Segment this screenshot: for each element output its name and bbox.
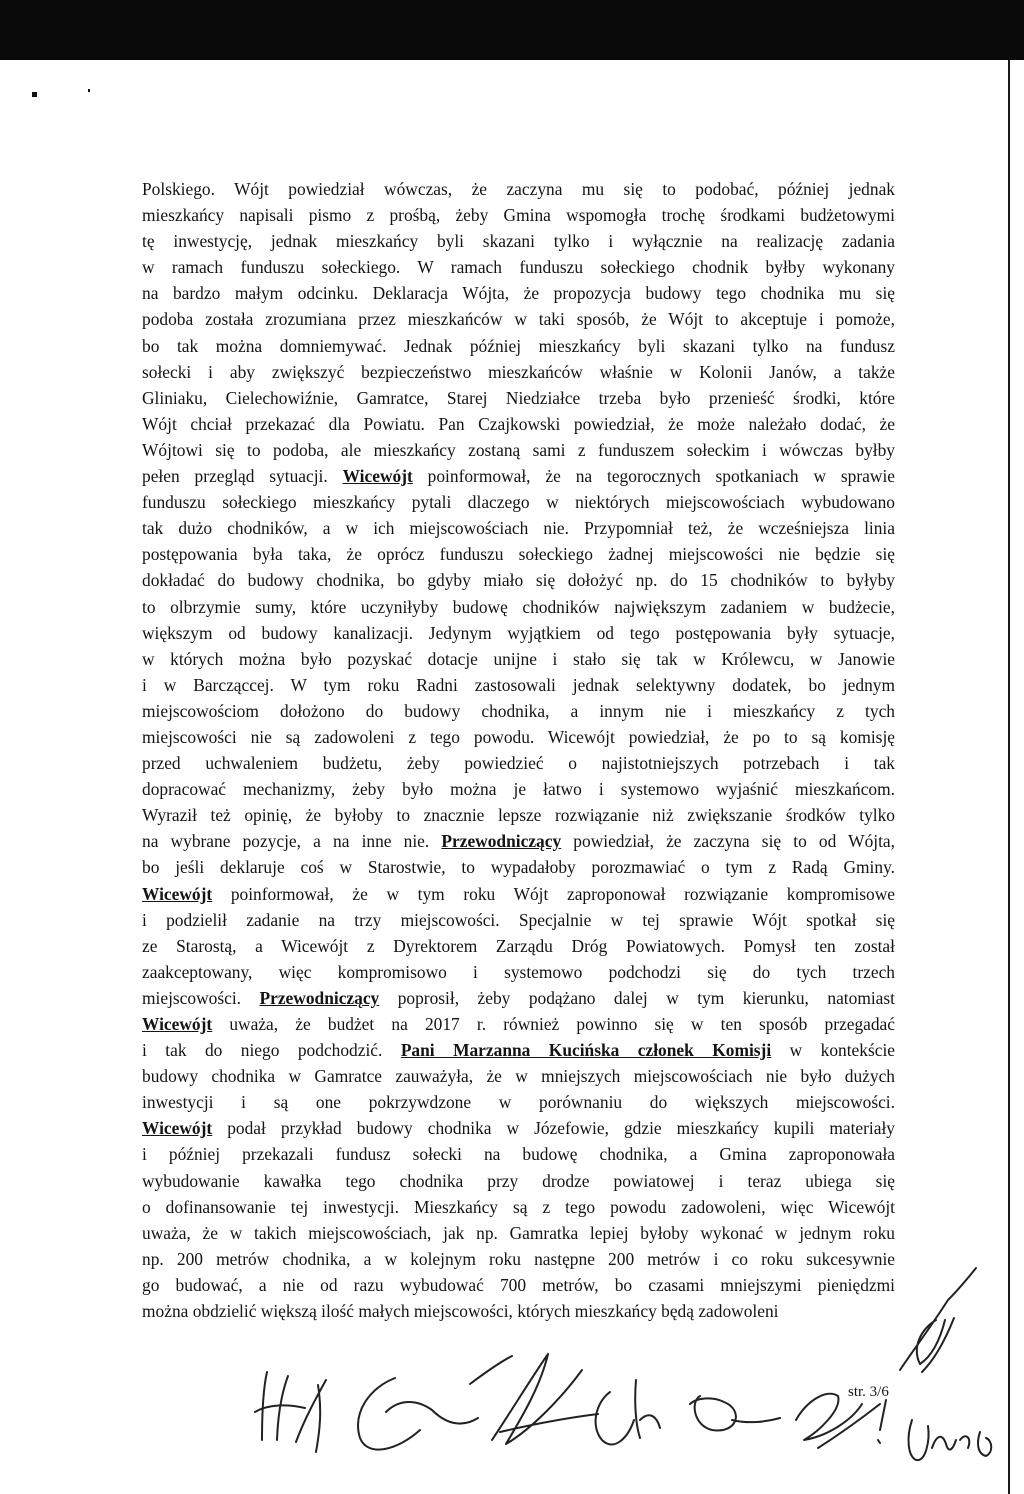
text-line [142, 1194, 895, 1220]
signature-mark [596, 1380, 660, 1444]
text-line [142, 1168, 895, 1194]
text-run: i później przekazali fundusz sołecki na budowę chodnika, a Gmina zaproponowała [142, 1144, 895, 1165]
text-line [142, 1246, 895, 1272]
text-line [142, 359, 895, 385]
text-run: na wybrane pozycje, a na inne nie. [142, 831, 442, 852]
text-line [142, 1141, 895, 1167]
text-line [142, 959, 895, 985]
text-run: mieszkańcy napisali pismo z prośbą, żeby Gmina wspomogła trochę środkami budżetowymi [142, 205, 895, 226]
scan-speck [32, 92, 37, 97]
text-line [142, 1037, 895, 1063]
text-run: i w Barcząccej. W tym roku Radni zastosowali jednak selektywny dodatek, bo jednym [142, 674, 895, 695]
text-run: powiedział, że zaczyna się to od Wójta, [561, 831, 895, 852]
text-line [142, 1220, 895, 1246]
text-run: większym od budowy kanalizacji. Jedynym wyjątkiem od tego postępowania były sytuacje, [142, 622, 895, 643]
text-line [142, 907, 895, 933]
text-run: Wójt chciał przekazać dla Powiatu. Pan Czajkowski powiedział, że może należało dodać, że [142, 413, 895, 434]
text-run: miejscowościom dołożono do budowy chodnika, a innym nie i mieszkańcy z tych [142, 700, 895, 721]
text-run: uważa, że w takich miejscowościach, jak np. Gamratka lepiej byłoby wykonać w jednym roku [142, 1222, 895, 1243]
text-line [142, 724, 895, 750]
text-run: i tak do niego podchodzić. [142, 1040, 401, 1061]
text-run: tak dużo chodników, a w ich miejscowościach nie. Przypomniał też, że wcześniejsza linia [142, 518, 895, 539]
text-run: w których można było pozyskać dotacje unijne i stało się tak w Królewcu, w Janowie [142, 648, 895, 669]
text-line [142, 854, 895, 880]
text-run: dopracować mechanizmy, żeby było można je łatwo i systemowo wyjaśnić mieszkańcom. [142, 779, 895, 800]
text-run: i podzielił zadanie na trzy miejscowości. Specjalnie w tej sprawie Wójt spotkał się [142, 909, 895, 930]
text-line [142, 254, 895, 280]
scan-speck [88, 89, 90, 92]
signature-mark [492, 1354, 598, 1444]
text-line [142, 646, 895, 672]
text-line [142, 802, 895, 828]
text-line [142, 776, 895, 802]
text-line [142, 750, 895, 776]
text-run: funduszu sołeckiego mieszkańcy pytali dlaczego w niektórych miejscowościach wybudowano [142, 492, 895, 513]
text-line [142, 698, 895, 724]
text-run: tę inwestycję, jednak mieszkańcy byli skazani tylko i wyłącznie na realizację zadania [142, 231, 895, 252]
text-line [142, 411, 895, 437]
signature-mark [255, 1372, 326, 1452]
text-run: miejscowości. [142, 987, 260, 1008]
signature-mark [900, 1268, 976, 1372]
text-line [142, 463, 895, 489]
text-line [142, 828, 895, 854]
text-run: np. 200 metrów chodnika, a w kolejnym roku następne 200 metrów i co roku sukcesywnie [142, 1248, 895, 1269]
text-run: w kontekście [771, 1040, 895, 1061]
speaker-name: Wicewójt [142, 1014, 213, 1034]
text-line [142, 280, 895, 306]
text-run: podał przykład budowy chodnika w Józefowie, gdzie mieszkańcy kupili materiały [212, 1118, 895, 1139]
text-line [142, 1011, 895, 1037]
text-run: poprosił, żeby podążano dalej w tym kierunku, natomiast [379, 987, 895, 1008]
text-line [142, 672, 895, 698]
text-line [142, 202, 895, 228]
text-line [142, 176, 895, 202]
text-line [142, 881, 895, 907]
text-line [142, 385, 895, 411]
text-line [142, 515, 895, 541]
text-run: Wyraził też opinię, że byłoby to znacznie lepsze rozwiązanie niż zwiększanie środków tylko [142, 805, 895, 826]
text-line [142, 228, 895, 254]
speaker-name: Wicewójt [142, 1118, 213, 1139]
signature-mark [796, 1394, 886, 1448]
text-run: bo tak można domniemywać. Jednak później mieszkańcy byli skazani tylko na fundusz [142, 335, 895, 356]
text-run: pełen przegląd sytuacji. [142, 466, 343, 487]
scan-top-border [0, 0, 1024, 60]
speaker-name: Pani Marzanna Kucińska członek Komisji [400, 1040, 772, 1061]
text-run: Polskiego. Wójt powiedział wówczas, że zaczyna mu się to podobać, później jednak [142, 179, 895, 199]
text-run: bo jeśli deklaruje coś w Starostwie, to wypadałoby porozmawiać o tym z Radą Gminy. [142, 857, 895, 878]
text-line [142, 1063, 895, 1089]
text-line [142, 489, 895, 515]
text-run: dokładać do budowy chodnika, bo gdyby miało się dołożyć np. do 15 chodników to byłyby [142, 570, 895, 591]
text-run: o dofinansowanie tej inwestycji. Mieszkańcy są z tego powodu zadowoleni, więc Wicewójt [142, 1196, 895, 1217]
text-run: to olbrzymie sumy, które uczyniłyby budowę chodników największym zadaniem w budżecie, [142, 596, 895, 617]
text-line [142, 620, 895, 646]
text-run: Gliniaku, Cielechowiźnie, Gamratce, Starej Niedziałce trzeba było przenieść środki, które [142, 387, 895, 408]
signature-mark [470, 1356, 512, 1384]
text-run: inwestycji i są one pokrzywdzone w porównaniu do większych miejscowości. [142, 1092, 895, 1113]
text-line [142, 567, 895, 593]
text-run: go budować, a nie od razu wybudować 700 metrów, bo czasami mniejszymi pieniędzmi [142, 1274, 895, 1295]
text-run: ze Starostą, a Wicewójt z Dyrektorem Zarządu Dróg Powiatowych. Pomysł ten został [142, 935, 895, 956]
page-number: str. 3/6 [848, 1384, 889, 1400]
text-run: postępowania była taka, że oprócz funduszu sołeckiego żadnej miejscowości nie będzie się [142, 544, 895, 565]
text-run: podoba została zrozumiana przez mieszkańców w taki sposób, że Wójt to akceptuje i pomoże, [142, 309, 895, 330]
document-body [142, 176, 895, 1324]
text-run: budowy chodnika w Gamratce zauważyła, że w mniejszych miejscowościach nie było dużych [142, 1066, 895, 1087]
text-run: wybudowanie kawałka tego chodnika przy drodze powiatowej i teraz ubiega się [142, 1170, 895, 1191]
text-line [142, 985, 895, 1011]
text-run: w ramach funduszu sołeckiego. W ramach funduszu sołeckiego chodnik byłby wykonany [142, 257, 895, 278]
text-line [142, 306, 895, 332]
scan-right-edge [1008, 60, 1010, 1494]
signature-mark [358, 1378, 478, 1450]
speaker-name: Wicewójt [142, 883, 213, 904]
text-line [142, 541, 895, 567]
text-run: przed uchwaleniem budżetu, żeby powiedzieć o najistotniejszych potrzebach i tak [142, 753, 895, 774]
speaker-name: Wicewójt [342, 466, 413, 487]
speaker-name: Przewodniczący [259, 987, 380, 1008]
text-run: na bardzo małym odcinku. Deklaracja Wójta, że propozycja budowy tego chodnika mu się [142, 283, 895, 304]
text-line [142, 933, 895, 959]
text-run: miejscowości nie są zadowoleni z tego powodu. Wicewójt powiedział, że po to są komisję [142, 726, 895, 747]
text-line [142, 1115, 895, 1141]
text-run: poinformował, że w tym roku Wójt zaproponował rozwiązanie kompromisowe [212, 883, 895, 904]
text-line [142, 1089, 895, 1115]
speaker-name: Przewodniczący [441, 831, 562, 852]
text-run: zaakceptowany, więc kompromisowo i systemowo podchodzi się do tych trzech [142, 961, 895, 982]
signature-mark [690, 1396, 780, 1430]
signature-mark [909, 1420, 992, 1460]
text-run: Wójtowi się to podoba, ale mieszkańcy zostaną sami z funduszem sołeckim i wówczas byłby [142, 439, 895, 460]
text-line [142, 1272, 895, 1298]
text-run: uważa, że budżet na 2017 r. również powinno się w ten sposób przegadać [212, 1014, 895, 1034]
text-line [142, 594, 895, 620]
text-run: można obdzielić większą ilość małych miejscowości, których mieszkańcy będą zadowoleni [142, 1301, 779, 1322]
text-line [142, 437, 895, 463]
text-run: poinformował, że na tegorocznych spotkaniach w sprawie [412, 466, 895, 487]
text-line [142, 1298, 895, 1324]
text-line [142, 333, 895, 359]
text-run: sołecki i aby zwiększyć bezpieczeństwo mieszkańców właśnie w Kolonii Janów, a także [142, 361, 895, 382]
